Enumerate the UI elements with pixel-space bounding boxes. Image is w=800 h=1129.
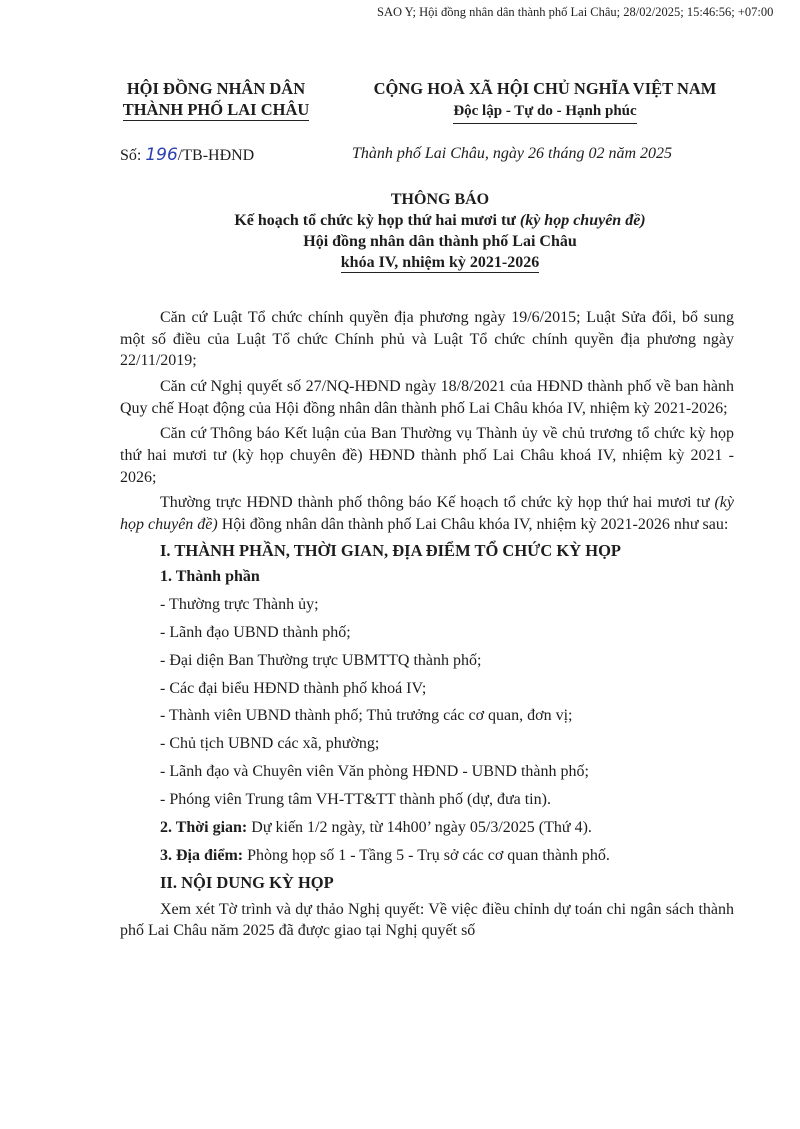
digital-copy-stamp: SAO Y; Hội đồng nhân dân thành phố Lai Châu; 28/02/2025; 15:46:56; +07:00 <box>377 5 774 19</box>
list-item: - Lãnh đạo UBND thành phố; <box>160 623 351 641</box>
doc-number-prefix: Số: <box>120 147 142 164</box>
issuing-organization <box>96 78 336 120</box>
meeting-time <box>120 817 734 839</box>
place-value: Phòng họp số 1 - Tầng 5 - Trụ sở các cơ quan thành phố. <box>243 846 610 864</box>
list-item: - Chủ tịch UBND các xã, phường; <box>160 735 380 753</box>
paragraph-announcement <box>120 492 734 535</box>
nation-motto: Độc lập - Tự do - Hạnh phúc <box>453 101 636 124</box>
paragraph-legal-basis-2: Căn cứ Nghị quyết số 27/NQ-HĐND ngày 18/8/2021 của HĐND thành phố về ban hành Quy chế Hoạt động của Hội đồng nhân dân thành phố Lai Châu khóa IV, nhiệm kỳ 2021-2026; <box>120 377 734 417</box>
nation-line-1: CỘNG HOÀ XÃ HỘI CHỦ NGHĨA VIỆT NAM <box>373 79 717 98</box>
doc-number-suffix: /TB-HĐND <box>177 147 255 164</box>
org-line-2: THÀNH PHỐ LAI CHÂU <box>122 100 310 119</box>
time-value: Dự kiến 1/2 ngày, từ 14h00’ ngày 05/3/2025 (Thứ 4). <box>247 819 592 836</box>
meeting-place <box>120 845 734 867</box>
doc-number-handwritten: 196 <box>145 145 178 165</box>
org-line-1: HỘI ĐỒNG NHÂN DÂN <box>126 79 306 98</box>
paragraph-content: Xem xét Tờ trình và dự thảo Nghị quyết: Về việc điều chỉnh dự toán chi ngân sách thành phố Lai Châu năm 2025 đã được giao tại Nghị quyết số <box>120 900 734 940</box>
announcement-text: Thường trực HĐND thành phố thông báo Kế hoạch tổ chức kỳ họp thứ hai mươi tư <box>160 494 715 512</box>
section-1-heading: I. THÀNH PHẦN, THỜI GIAN, ĐỊA ĐIỂM TỔ CHỨC KỲ HỌP <box>160 540 621 560</box>
list-item: - Các đại biểu HĐND thành phố khoá IV; <box>160 679 427 697</box>
announcement-text-end: Hội đồng nhân dân thành phố Lai Châu khóa IV, nhiệm kỳ 2021-2026 như sau: <box>217 515 729 533</box>
document-title <box>120 189 760 273</box>
title-line-1: THÔNG BÁO <box>390 191 490 208</box>
list-item: - Thường trực Thành ủy; <box>160 595 319 613</box>
title-line-2-text: Kế hoạch tổ chức kỳ họp thứ hai mươi tư <box>234 212 520 229</box>
national-title <box>336 78 754 124</box>
title-line-2 <box>120 210 760 231</box>
title-line-2-italic: (kỳ họp chuyên đề) <box>519 212 646 229</box>
list-item: - Thành viên UBND thành phố; Thủ trưởng các cơ quan, đơn vị; <box>160 707 573 725</box>
list-item: - Đại diện Ban Thường trực UBMTTQ thành phố; <box>160 651 482 669</box>
document-number <box>120 145 254 165</box>
place-label: 3. Địa điểm: <box>160 846 244 864</box>
announcement-italic: (kỳ họp chuyên đề) <box>120 494 734 533</box>
time-label: 2. Thời gian: <box>160 819 248 836</box>
list-item: - Lãnh đạo và Chuyên viên Văn phòng HĐND - UBND thành phố; <box>160 763 589 781</box>
title-line-4: khóa IV, nhiệm kỳ 2021-2026 <box>340 254 540 271</box>
paragraph-legal-basis-1: Căn cứ Luật Tổ chức chính quyền địa phương ngày 19/6/2015; Luật Sửa đổi, bổ sung một số điều của Luật Tổ chức Chính phủ và Luật Tổ chức chính quyền địa phương ngày 22/11/2019; <box>120 309 734 370</box>
document-body <box>120 307 734 946</box>
subsection-participants: 1. Thành phần <box>160 568 260 586</box>
section-2-heading: II. NỘI DUNG KỲ HỌP <box>160 873 334 893</box>
list-item: - Phóng viên Trung tâm VH-TT&TT thành phố (dự, đưa tin). <box>160 791 551 809</box>
place-and-date: Thành phố Lai Châu, ngày 26 tháng 02 năm 2025 <box>352 145 673 162</box>
title-line-3: Hội đồng nhân dân thành phố Lai Châu <box>303 233 577 250</box>
paragraph-legal-basis-3: Căn cứ Thông báo Kết luận của Ban Thường vụ Thành ủy về chủ trương tổ chức kỳ họp thứ hai mươi tư (kỳ họp chuyên đề) HĐND thành phố Lai Châu khoá IV, nhiệm kỳ 2021 - 2026; <box>120 425 734 486</box>
